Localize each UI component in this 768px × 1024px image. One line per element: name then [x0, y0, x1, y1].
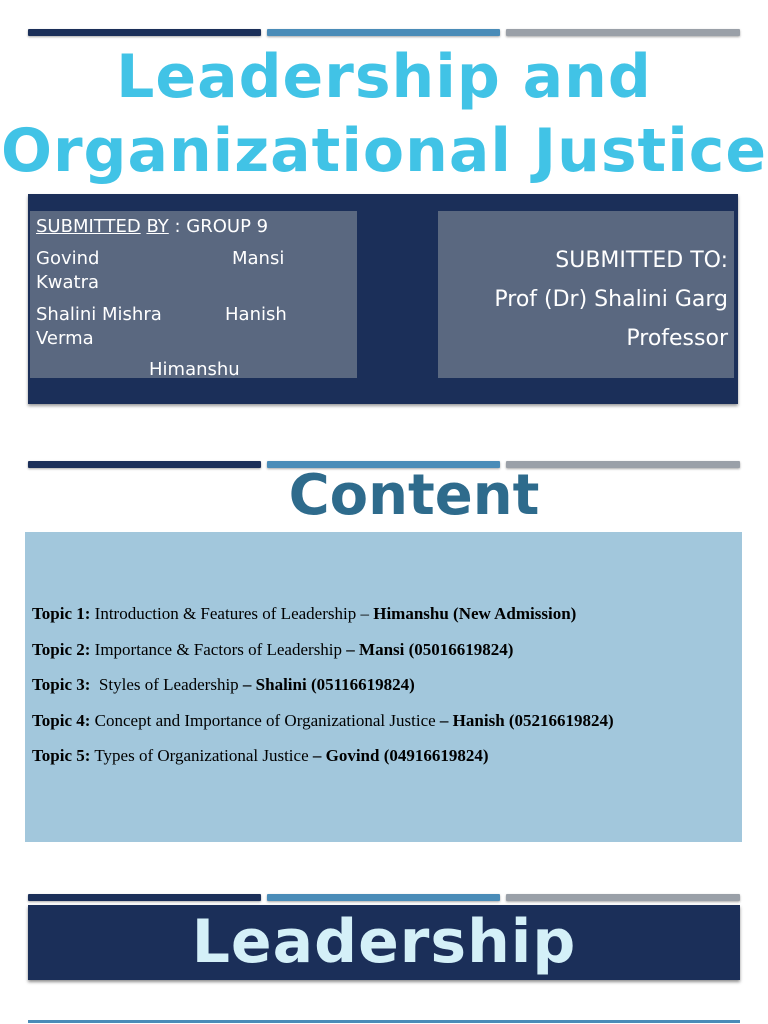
accent-bar-blue [267, 894, 500, 901]
topic-item [32, 640, 742, 676]
by-label: BY [146, 216, 169, 237]
member-hanish: Hanish [225, 304, 287, 325]
member-himanshu: Himanshu [149, 359, 240, 380]
submitted-to-name: Prof (Dr) Shalini Garg [494, 287, 728, 312]
member-shalini-mishra: Shalini Mishra [36, 304, 162, 325]
accent-bar-navy [28, 894, 261, 901]
topic-text: Types of Organizational Justice [90, 746, 313, 765]
submitted-to-box [438, 211, 734, 378]
slide1-title-line1: Leadership and [116, 42, 652, 112]
topic-item [32, 604, 742, 640]
topic-author: Himanshu (New Admission) [373, 604, 577, 623]
slide3-accent-bars [28, 894, 740, 902]
accent-bar-blue [267, 29, 500, 36]
topic-label: Topic 4: [32, 710, 91, 730]
group-label: : GROUP 9 [168, 216, 269, 237]
slide3-content-edge [28, 1020, 740, 1023]
member-row-2 [36, 303, 351, 327]
member-verma: Verma [36, 328, 94, 349]
topic-label: Topic 1: [32, 604, 91, 623]
submitted-to-title: Professor [626, 326, 728, 351]
topic-item [32, 711, 742, 747]
leadership-title: Leadership [191, 907, 577, 977]
topic-text: Importance & Factors of Leadership [90, 639, 347, 659]
accent-bar-grey [506, 894, 740, 901]
content-title: Content [288, 463, 540, 528]
accent-bar-navy [28, 29, 261, 36]
topic-text: Concept and Importance of Organizational Justice [90, 710, 440, 730]
slide1-title-line2: Organizational Justice [0, 116, 768, 186]
submitted-by-box [30, 211, 357, 378]
topic-label: Topic 2: [32, 639, 91, 659]
member-kwatra: Kwatra [36, 272, 100, 293]
topic-author: – Mansi (05016619824) [346, 639, 514, 659]
slide1-title [0, 40, 768, 188]
topic-author: – Hanish (05216619824) [439, 710, 614, 730]
member-govind: Govind [36, 248, 100, 269]
topic-item [32, 675, 742, 711]
topic-label: Topic 5: [32, 746, 91, 765]
topic-text: Introduction & Features of Leadership – [90, 604, 374, 623]
accent-bar-grey [506, 29, 740, 36]
member-row-1 [36, 247, 351, 271]
topic-author: – Govind (04916619824) [312, 746, 489, 765]
topic-item [32, 746, 742, 782]
slide1-accent-bars [28, 29, 740, 37]
member-mansi: Mansi [232, 248, 285, 269]
topic-author: – Shalini (05116619824) [242, 675, 415, 694]
topics-box [25, 532, 742, 842]
submitted-to-label: SUBMITTED TO: [555, 248, 728, 273]
submitted-label: SUBMITTED [36, 216, 141, 237]
topic-label: Topic 3: [32, 675, 91, 694]
topic-text: Styles of Leadership [90, 675, 243, 694]
leadership-title-panel [28, 905, 740, 980]
submitted-by-heading [36, 215, 351, 239]
